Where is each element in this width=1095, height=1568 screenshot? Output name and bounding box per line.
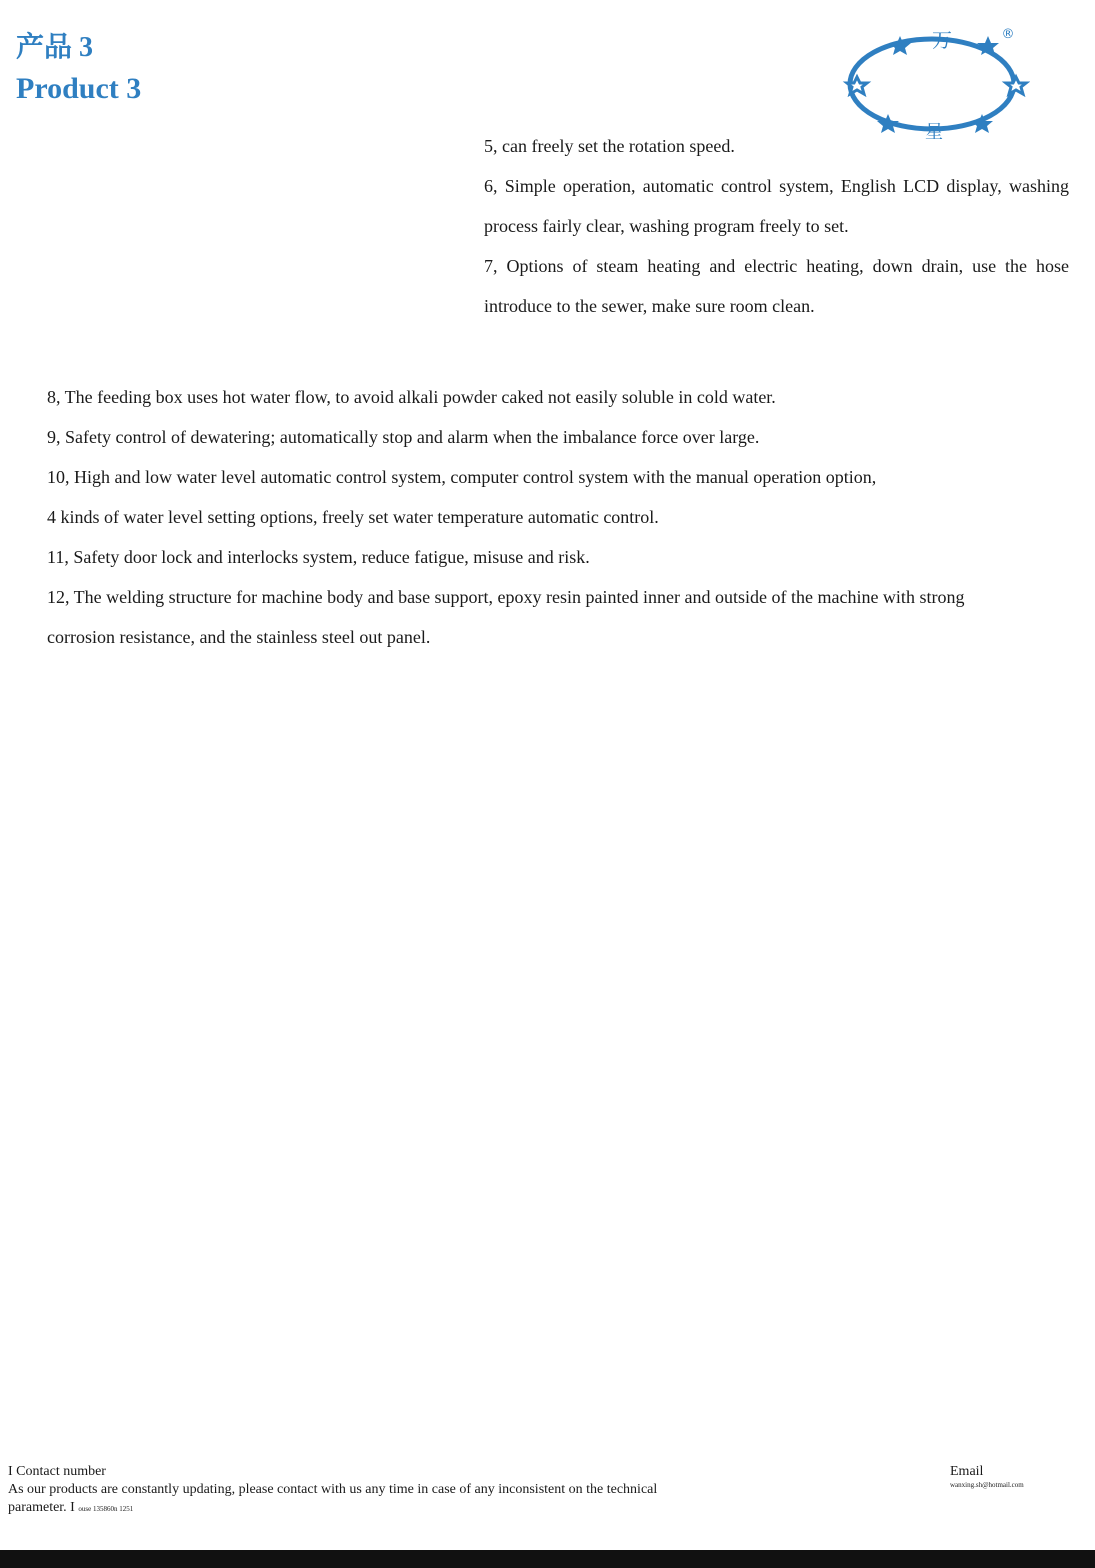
feature-list-top — [484, 126, 1069, 326]
footer-notice-text: As our products are constantly updating, please contact with us any time in case of any inconsistent on the technical parameter. I — [8, 1482, 658, 1515]
registered-mark: ® — [1001, 27, 1015, 42]
logo-char-bottom: 星 — [925, 122, 943, 143]
email-label: Email — [950, 1464, 984, 1479]
feature-item-11: 11, Safety door lock and interlocks system, reduce fatigue, misuse and risk. — [47, 547, 590, 567]
feature-item-5: 5, can freely set the rotation speed. — [484, 136, 735, 156]
phone-number: ouse 135860n 1251 — [78, 1505, 134, 1513]
bottom-dark-bar — [0, 1550, 1095, 1568]
feature-item-12-cont: corrosion resistance, and the stainless steel out panel. — [47, 627, 431, 647]
feature-item-9: 9, Safety control of dewatering; automatically stop and alarm when the imbalance force over large. — [47, 427, 760, 447]
feature-item-10-cont: 4 kinds of water level setting options, freely set water temperature automatic control. — [47, 507, 659, 527]
feature-item-12: 12, The welding structure for machine body and base support, epoxy resin painted inner and outside of the machine with strong — [47, 587, 965, 607]
footer-contact — [8, 1463, 688, 1518]
page-title — [16, 28, 141, 110]
title-chinese: 产品 3 — [16, 32, 94, 63]
feature-item-6: 6, Simple operation, automatic control system, English LCD display, washing process fairly clear, washing program freely to set. — [484, 176, 1069, 236]
outline-star-icons — [847, 77, 1026, 94]
feature-list-main — [47, 377, 1072, 657]
title-english: Product 3 — [16, 72, 142, 105]
feature-item-8: 8, The feeding box uses hot water flow, to avoid alkali powder caked not easily soluble in cold water. — [47, 387, 776, 407]
logo-char-top: 万 — [932, 28, 952, 52]
footer-notice — [8, 1481, 688, 1518]
feature-item-10: 10, High and low water level automatic control system, computer control system with the manual operation option, — [47, 467, 877, 487]
email-address[interactable]: wanxing.sh@hotmail.com — [950, 1481, 1024, 1489]
feature-item-7: 7, Options of steam heating and electric heating, down drain, use the hose introduce to the sewer, make sure room clean. — [484, 256, 1069, 316]
footer-email — [950, 1463, 1090, 1490]
contact-label: I Contact number — [8, 1464, 106, 1479]
